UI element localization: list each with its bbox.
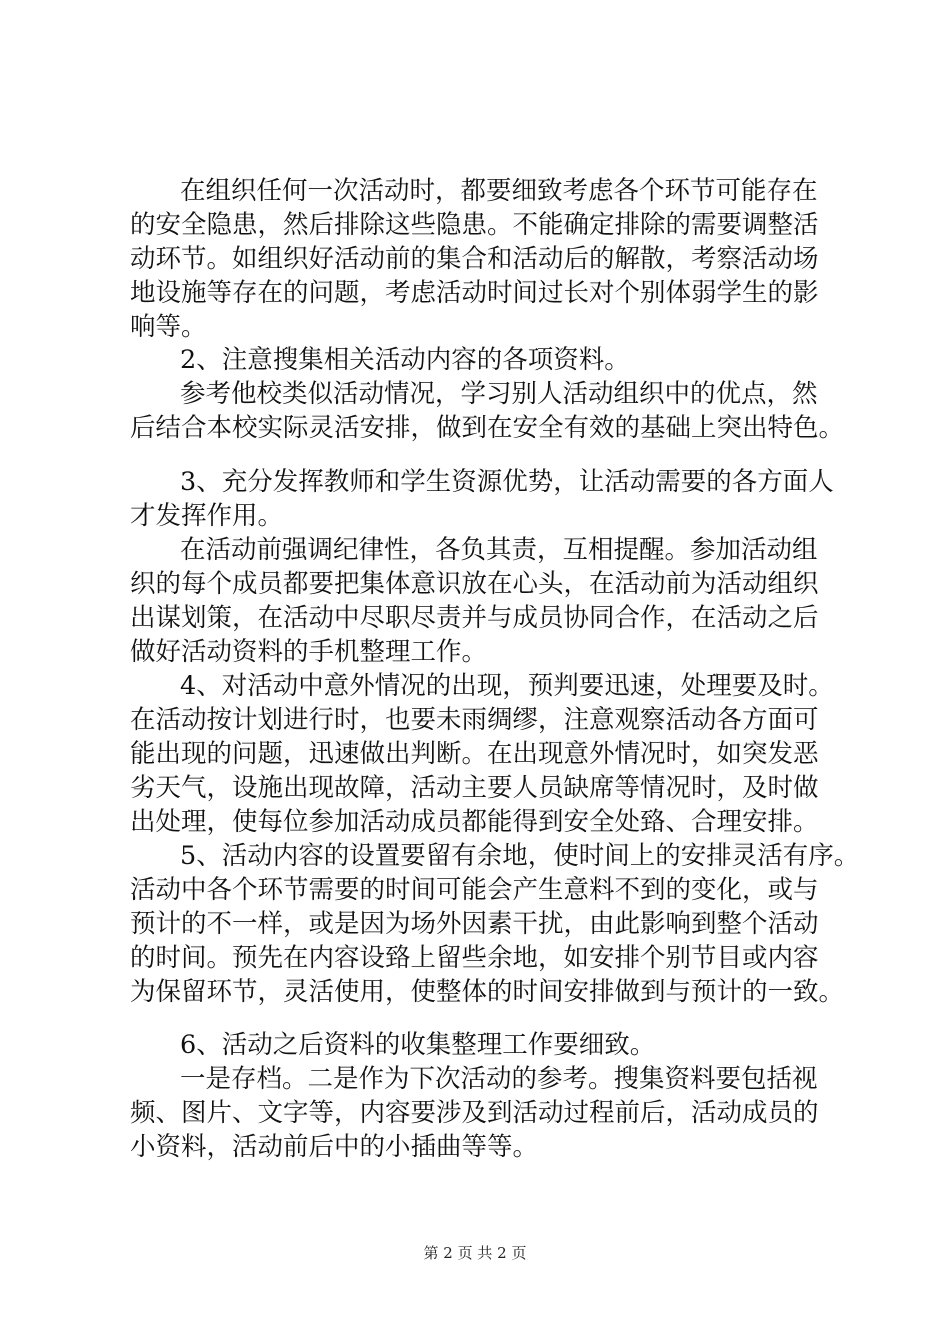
section-heading-4: 4、对活动中意外情况的出现，预判要迅速，处理要及时。 bbox=[180, 671, 834, 701]
text-line: 在活动前强调纪律性，各负其责，互相提醒。参加活动组 bbox=[180, 535, 818, 565]
text-line: 活动中各个环节需要的时间可能会产生意料不到的变化，或与 bbox=[130, 875, 819, 905]
text-line: 一是存档。二是作为下次活动的参考。搜集资料要包括视 bbox=[180, 1064, 818, 1094]
text-line: 响等。 bbox=[130, 312, 207, 342]
text-line: 动环节。如组织好活动前的集合和活动后的解散，考察活动场 bbox=[130, 244, 819, 274]
text-line: 预计的不一样，或是因为场外因素干扰，由此影响到整个活动 bbox=[130, 909, 819, 939]
page-footer: 第 2 页 共 2 页 bbox=[423, 1244, 527, 1262]
section-heading-3: 3、充分发挥教师和学生资源优势，让活动需要的各方面人 bbox=[180, 467, 834, 497]
text-line: 织的每个成员都要把集体意识放在心头，在活动前为活动组织 bbox=[130, 569, 819, 599]
text-line: 才发挥作用。 bbox=[130, 501, 284, 531]
text-line: 频、图片、文字等，内容要涉及到活动过程前后，活动成员的 bbox=[130, 1098, 819, 1128]
text-line: 在组织任何一次活动时，都要细致考虑各个环节可能存在 bbox=[180, 176, 818, 206]
text-line: 劣天气，设施出现故障，活动主要人员缺席等情况时，及时做 bbox=[130, 773, 819, 803]
section-heading-6: 6、活动之后资料的收集整理工作要细致。 bbox=[180, 1030, 656, 1060]
text-line: 为保留环节，灵活使用，使整体的时间安排做到与预计的一致。 bbox=[130, 977, 845, 1007]
text-line: 做好活动资料的手机整理工作。 bbox=[130, 637, 488, 667]
text-line: 小资料，活动前后中的小插曲等等。 bbox=[130, 1132, 539, 1162]
section-heading-2: 2、注意搜集相关活动内容的各项资料。 bbox=[180, 345, 630, 375]
text-line: 参考他校类似活动情况，学习别人活动组织中的优点，然 bbox=[180, 379, 818, 409]
text-line: 能出现的问题，迅速做出判断。在出现意外情况时，如突发恶 bbox=[130, 739, 819, 769]
text-line: 在活动按计划进行时，也要未雨绸缪，注意观察活动各方面可 bbox=[130, 705, 819, 735]
section-heading-5: 5、活动内容的设置要留有余地，使时间上的安排灵活有序。 bbox=[180, 841, 860, 871]
text-line: 出处理，使每位参加活动成员都能得到安全处臵、合理安排。 bbox=[130, 807, 819, 837]
text-line: 的安全隐患，然后排除这些隐患。不能确定排除的需要调整活 bbox=[130, 210, 819, 240]
text-line: 地设施等存在的问题，考虑活动时间过长对个别体弱学生的影 bbox=[130, 278, 819, 308]
text-line: 出谋划策，在活动中尽职尽责并与成员协同合作，在活动之后 bbox=[130, 603, 819, 633]
text-line: 的时间。预先在内容设臵上留些余地，如安排个别节目或内容 bbox=[130, 943, 819, 973]
text-line: 后结合本校实际灵活安排，做到在安全有效的基础上突出特色。 bbox=[130, 413, 845, 443]
